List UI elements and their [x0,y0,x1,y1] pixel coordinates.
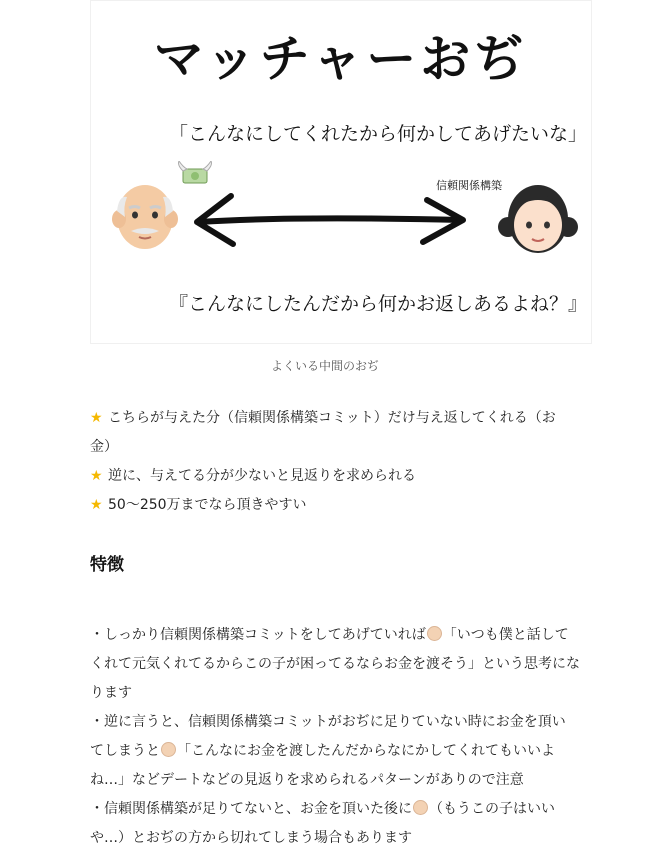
star-icon: ★ [90,468,103,484]
star-icon: ★ [90,497,103,513]
paragraph-line: ・しっかり信頼関係構築コミットをしてあげていれば 「いつも僕と話して [90,627,569,643]
quote-top: 「こんなにしてくれたから何かしてあげたいな」 [169,123,588,145]
feature-paragraphs [90,621,590,853]
paragraph-line: ・信頼関係構築が足りてないと、お金を頂いた後に （もうこの子はいい [90,801,555,817]
paragraph-line: ・逆に言うと、信頼関係構築コミットがおぢに足りていない時にお金を頂い [90,714,566,730]
face-emoji-icon [427,626,442,641]
star-item-continued: 金） [90,439,118,455]
star-icon: ★ [90,410,103,426]
relationship-label: 信頼関係構築 [436,179,502,192]
star-item: ★ 50〜250万までなら頂きやすい [90,491,590,520]
quote-bottom: 『こんなにしたんだから何かお返しあるよね？』 [169,293,588,315]
paragraph-line: や…）とおぢの方から切れてしまう場合もあります [90,830,412,846]
grandpa-emoji-icon [109,173,181,253]
illustration-figure [90,0,592,344]
face-emoji-icon [161,742,176,757]
paragraph-line: ね…」などデートなどの見返りを求められるパターンがありので注意 [90,772,524,788]
star-list [90,404,590,520]
girl-emoji-icon [496,179,580,259]
star-item: ★ 逆に、与えてる分が少ないと見返りを求められる [90,462,590,491]
face-emoji-icon [413,800,428,815]
star-item: ★ こちらが与えた分（信頼関係構築コミット）だけ与え返してくれる（お [90,404,590,433]
paragraph-line: くれて元気くれてるからこの子が困ってるならお金を渡そう」という思考にな [90,656,580,672]
paragraph-line: てしまうと 「こんなにお金を渡したんだからなにかしてくれてもいいよ [90,743,555,759]
figure-title: マッチャーおぢ [153,30,529,88]
figure-caption: よくいる中間のおぢ [270,359,379,373]
double-arrow-icon [191,186,471,256]
section-heading: 特徴 [90,555,124,575]
paragraph-line: ります [90,685,132,701]
